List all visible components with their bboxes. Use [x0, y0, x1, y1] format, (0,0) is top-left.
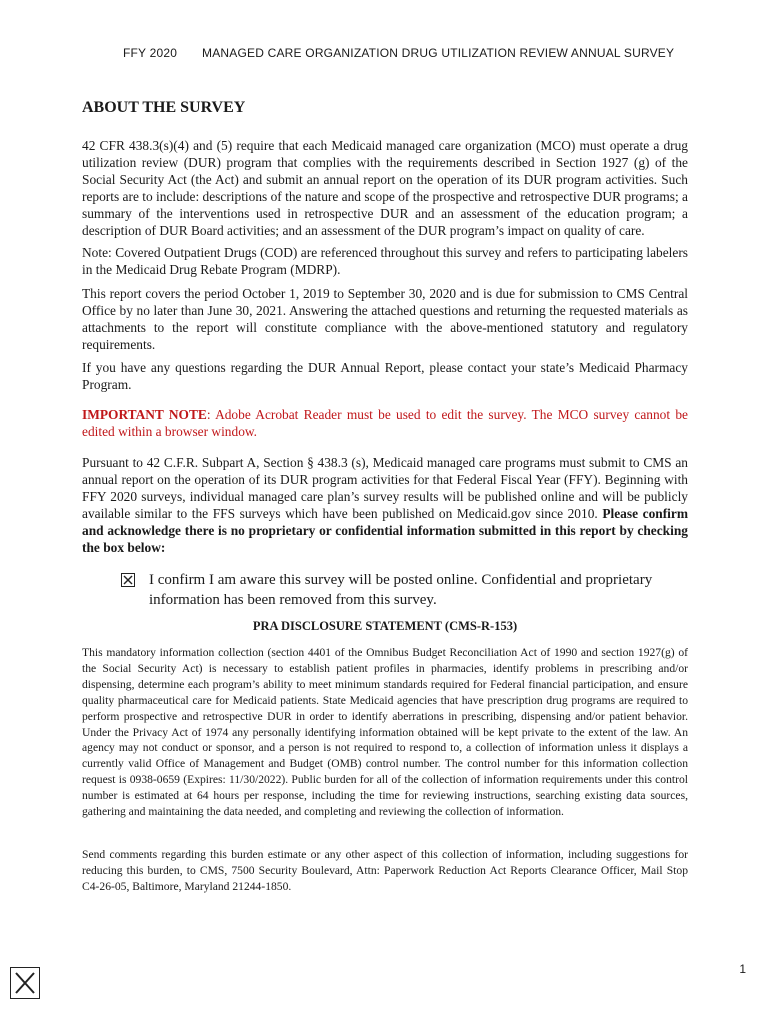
close-icon[interactable] — [10, 967, 40, 999]
x-mark-icon — [11, 968, 39, 998]
pursuant-text: Pursuant to 42 C.F.R. Subpart A, Section § 438.3 (s), Medicaid managed care programs must submit to CMS an annual report on the operation of its DUR program activities for that Federal Fiscal Year (FFY). Beginning with FFY 2020 surveys, individual managed care plan’s survey results will be published online and will be publicly available similar to the FFS surveys which have been published on Medicaid.gov since 2010. — [82, 455, 688, 521]
paragraph-regulation: 42 CFR 438.3(s)(4) and (5) require that each Medicaid managed care organization (MCO) must operate a drug utilization review (DUR) program that complies with the requirements described in Section 1927 (g) of the Social Security Act (the Act) and submit an annual report on the operation of its DUR program activities. Such reports are to include: descriptions of the nature and scope of the prospective and retrospective DUR programs; a summary of the interventions used in retrospective DUR and an assessment of the education program; a description of DUR Board activities; and an assessment of the DUR program’s impact on quality of care. — [82, 138, 688, 238]
checkbox-x-icon — [122, 574, 134, 586]
pra-text: This mandatory information collection (section 4401 of the Omnibus Budget Reconciliation Act of 1990 and section 1927(g) of the Social Security Act) is necessary to establish patient profiles in pharmacies, identify problems in prescribing and/or dispensing, determine each program’s ability to meet minimum standards required for Federal financial participation, and ensure quality pharmaceutical care for Medicaid patients. State Medicaid agencies that have prescription drug programs are required to perform prospective and retrospective DUR in order to identify aberrations in prescribing, dispensing and/or patient behavior. Under the Privacy Act of 1974 any personally identifying information obtained will be kept private to the extent of the law. An agency may not conduct or sponsor, and a person is not required to respond to, a collection of information unless it displays a currently valid Office of Management and Budget (OMB) control number. The control number for this information collection request is 0938-0659 (Expires: 11/30/2022). Public burden for all of the collection of information requirements under this control number is estimated at 64 hours per response, including the time for reviewing instructions, searching existing data sources, gathering and maintaining the data needed, and completing and reviewing the collection of information. — [82, 646, 688, 819]
confirm-row — [121, 570, 681, 610]
pra-title: PRA DISCLOSURE STATEMENT (CMS-R-153) — [252, 619, 518, 633]
important-text: : Adobe Acrobat Reader must be used to edit the survey. The MCO survey cannot be edited within a browser window. — [82, 407, 688, 439]
paragraph-period: This report covers the period October 1, 2019 to September 30, 2020 and is due for submission to CMS Central Office by no later than June 30, 2021. Answering the attached questions and returning the requested materials as attachments to the report will constitute compliance with the above-mentioned statutory and regulatory requirements. — [82, 286, 688, 352]
page-number: 1 — [739, 962, 746, 976]
important-label: IMPORTANT NOTE — [82, 407, 207, 422]
paragraph-contact: If you have any questions regarding the DUR Annual Report, please contact your state’s Medicaid Pharmacy Program. — [82, 360, 688, 392]
section-title: ABOUT THE SURVEY — [82, 99, 246, 116]
paragraph-note: Note: Covered Outpatient Drugs (COD) are referenced throughout this survey and refers to participating labelers in the Medicaid Drug Rebate Program (MDRP). — [82, 245, 688, 277]
header-title: MANAGED CARE ORGANIZATION DRUG UTILIZATION REVIEW ANNUAL SURVEY — [202, 46, 675, 60]
pursuant-bold: Please confirm and acknowledge there is no proprietary or confidential information submitted in this report by checking the box below: — [82, 505, 689, 555]
fiscal-year: FFY 2020 — [123, 46, 178, 60]
pra-comments: Send comments regarding this burden estimate or any other aspect of this collection of information, including suggestions for reducing this burden, to CMS, 7500 Security Boulevard, Attn: Paperwork Reduction Act Reports Clearance Officer, Mail Stop C4-26-05, Baltimore, Maryland 21244-1850. — [82, 848, 688, 893]
important-note — [82, 407, 688, 441]
confirm-label: I confirm I am aware this survey will be posted online. Confidential and proprietary information has been removed from this survey. — [149, 572, 653, 608]
confirm-checkbox[interactable] — [121, 573, 135, 587]
paragraph-pursuant — [82, 455, 688, 556]
